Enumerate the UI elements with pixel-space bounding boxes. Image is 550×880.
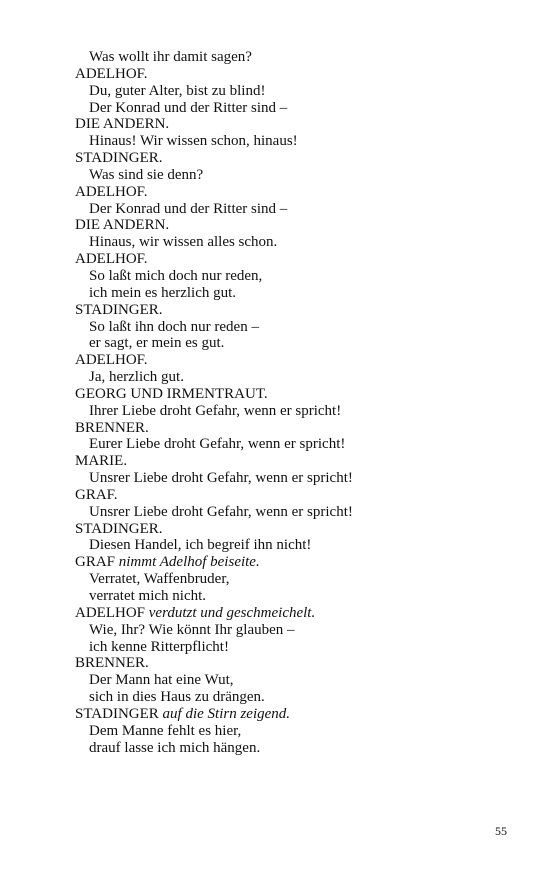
speaker-name: MARIE. [75,453,128,470]
verse-line: Du, guter Alter, bist zu blind! [89,82,266,99]
verse-line: Ja, herzlich gut. [89,369,184,386]
speaker-name: GRAF [75,554,116,571]
verse-line: So laßt ihn doch nur reden – [89,318,259,335]
speaker-name: BRENNER. [75,419,149,436]
speaker-name: STADINGER. [75,150,163,167]
speaker-name: ADELHOF. [75,352,148,369]
speaker-line [75,150,495,167]
speaker-name: BRENNER. [75,655,149,672]
speaker-line [75,554,495,571]
speaker-line [75,352,495,369]
verse-line: Was wollt ihr damit sagen? [89,49,252,65]
verse-line: sich in dies Haus zu drängen. [89,689,265,706]
verse-line: Unsrer Liebe droht Gefahr, wenn er spricht! [89,470,353,487]
speaker-line [75,605,495,622]
verse-line: ich kenne Ritterpflicht! [89,638,229,655]
script-text-block [75,49,495,756]
verse-line: So laßt mich doch nur reden, [89,267,263,284]
verse-line: Diesen Handel, ich begreif ihn nicht! [89,537,312,554]
verse-line: Der Konrad und der Ritter sind – [89,200,288,217]
verse-line: Eurer Liebe droht Gefahr, wenn er spricht! [89,436,346,453]
verse-line: drauf lasse ich mich hängen. [89,739,261,756]
verse-line: Verratet, Waffenbruder, [89,571,230,588]
speaker-line [75,487,495,504]
stage-direction: verdutzt und geschmeichelt. [148,604,316,621]
speaker-line [75,655,495,672]
speaker-name: ADELHOF. [75,251,148,268]
verse-line: Unsrer Liebe droht Gefahr, wenn er spricht! [89,503,353,520]
speaker-line [75,420,495,437]
stage-direction: auf die Stirn zeigend. [162,705,291,722]
speaker-line [75,302,495,319]
verse-line: ich mein es herzlich gut. [89,284,237,301]
verse-line: Wie, Ihr? Wie könnt Ihr glauben – [89,621,295,638]
speaker-line [75,453,495,470]
speaker-name: STADINGER [75,705,159,722]
speaker-line [75,66,495,83]
speaker-line [75,184,495,201]
verse-line: er sagt, er mein es gut. [89,335,225,352]
speaker-line [75,116,495,133]
speaker-line [75,706,495,723]
speaker-name: ADELHOF. [75,183,148,200]
speaker-name: DIE ANDERN. [75,217,170,234]
page-number: 55 [495,824,507,838]
speaker-name: DIE ANDERN. [75,116,170,133]
speaker-name: GRAF. [75,486,118,503]
speaker-name: STADINGER. [75,301,163,318]
speaker-name: ADELHOF. [75,65,148,82]
verse-line: Der Mann hat eine Wut, [89,672,234,689]
verse-line: Hinaus! Wir wissen schon, hinaus! [89,133,298,150]
speaker-name: STADINGER. [75,520,163,537]
speaker-name: GEORG UND IRMENTRAUT. [75,385,268,402]
speaker-line [75,386,495,403]
speaker-line [75,251,495,268]
verse-line: Was sind sie denn? [89,166,204,183]
speaker-line [75,217,495,234]
verse-line: verratet mich nicht. [89,588,207,604]
speaker-line [75,521,495,538]
verse-line: Der Konrad und der Ritter sind – [89,99,288,116]
stage-direction: nimmt Adelhof beiseite. [118,554,260,571]
speaker-name: ADELHOF [75,604,145,621]
verse-line: Dem Manne fehlt es hier, [89,722,242,739]
verse-line: Hinaus, wir wissen alles schon. [89,234,278,251]
verse-line: Ihrer Liebe droht Gefahr, wenn er spricht! [89,402,342,419]
